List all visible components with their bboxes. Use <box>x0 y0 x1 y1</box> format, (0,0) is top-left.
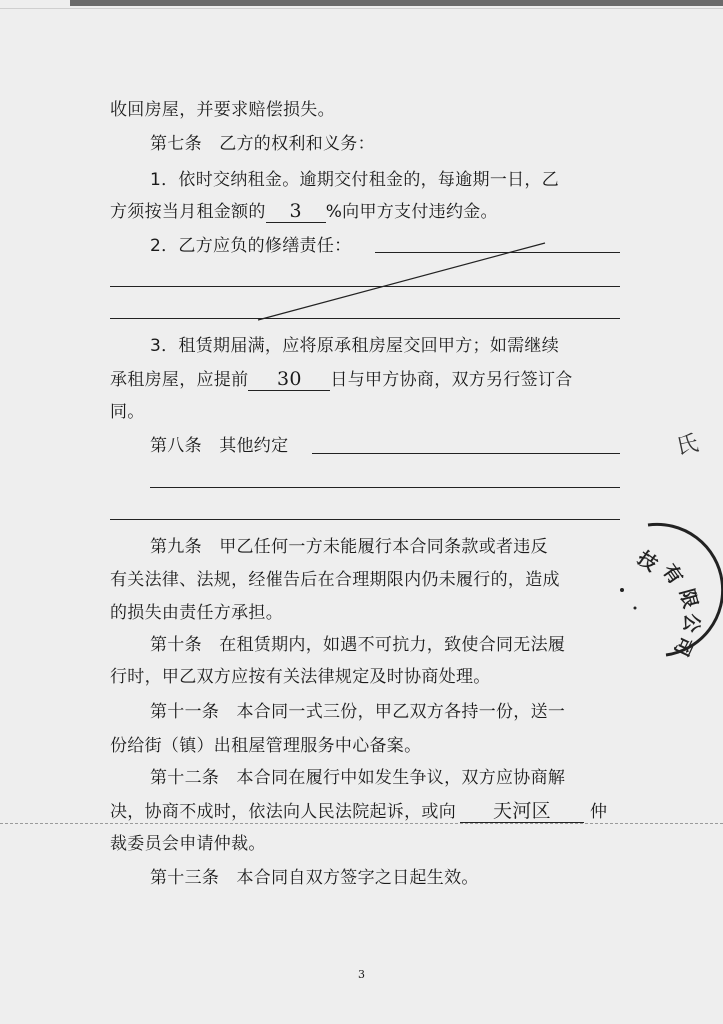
text-line: 行时，甲乙双方应按有关法律规定及时协商处理。 <box>110 667 491 687</box>
text-segment: 日与甲方协商，双方另行签订合 <box>330 370 573 390</box>
text-line: 的损失由责任方承担。 <box>110 603 283 623</box>
text-line: 3．租赁期届满，应将原承租房屋交回甲方；如需继续 <box>150 336 560 356</box>
text-segment: %向甲方支付违约金。 <box>325 202 498 222</box>
text-segment: 仲 <box>590 802 608 822</box>
blank-rule <box>312 453 620 454</box>
text-line: 1．依时交纳租金。逾期交付租金的，每逾期一日，乙 <box>150 170 560 190</box>
blank-rule <box>110 519 620 520</box>
page-number: 3 <box>358 968 365 981</box>
article-12: 第十二条 本合同在履行中如发生争议，双方应协商解 <box>150 768 566 788</box>
text-line: 有关法律、法规，经催告后在合理期限内仍未履行的，造成 <box>110 570 560 590</box>
arbitration-district-field: 天河区 <box>460 800 584 823</box>
blank-rule <box>150 487 620 488</box>
text-line <box>110 800 607 824</box>
svg-text:有: 有 <box>657 560 687 589</box>
text-line: 同。 <box>110 402 145 422</box>
fold-line <box>0 823 723 824</box>
article-8-heading: 第八条 其他约定 <box>150 436 289 456</box>
article-7-heading: 第七条 乙方的权利和义务： <box>150 134 375 154</box>
svg-text:技: 技 <box>633 547 662 577</box>
article-10: 第十条 在租赁期内，如遇不可抗力，致使合同无法履 <box>150 635 566 655</box>
margin-handwritten-mark: 氏 <box>674 430 701 460</box>
text-line: 2．乙方应负的修缮责任： <box>150 236 352 256</box>
svg-text:司: 司 <box>669 632 698 660</box>
text-segment: 承租房屋，应提前 <box>110 370 249 390</box>
notice-days-field: 30 <box>248 368 330 391</box>
company-seal <box>600 515 723 665</box>
article-11: 第十一条 本合同一式三份，甲乙双方各持一份，送一 <box>150 702 566 722</box>
text-segment: 决，协商不成时，依法向人民法院起诉，或向 <box>110 802 456 822</box>
svg-text:限: 限 <box>675 586 702 611</box>
text-segment: 方须按当月租金额的 <box>110 202 266 222</box>
article-13: 第十三条 本合同自双方签字之日起生效。 <box>150 868 479 888</box>
text-line <box>110 368 573 392</box>
svg-text:公: 公 <box>679 612 703 634</box>
text-line: 裁委员会申请仲裁。 <box>110 834 266 854</box>
text-line: 份给街（镇）出租屋管理服务中心备案。 <box>110 736 422 756</box>
article-9: 第九条 甲乙任何一方未能履行本合同条款或者违反 <box>150 537 548 557</box>
penalty-percent-field: 3 <box>266 200 326 223</box>
text-line: 收回房屋，并要求赔偿损失。 <box>110 100 335 120</box>
